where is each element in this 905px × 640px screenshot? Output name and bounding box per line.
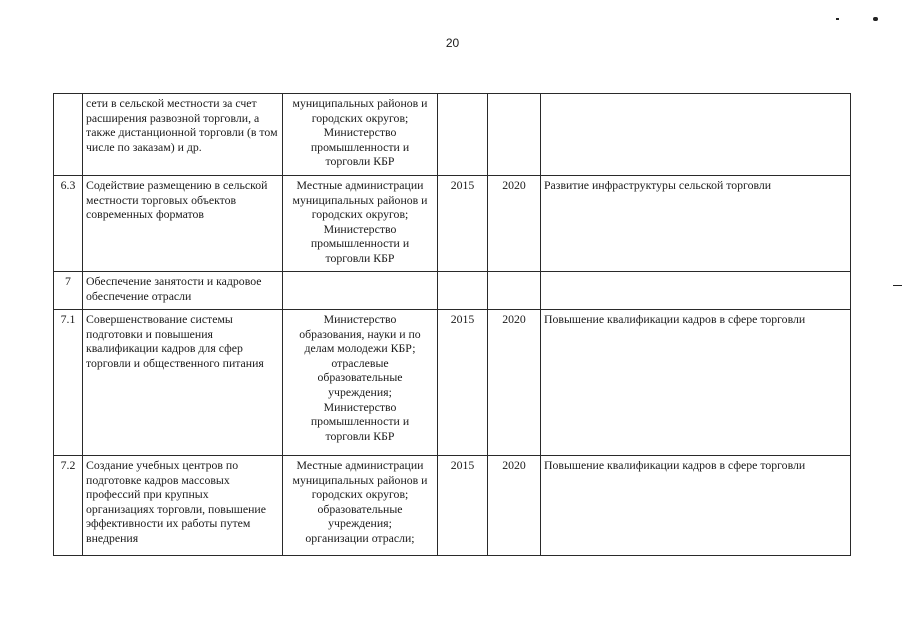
end-year: 2020 [488, 310, 541, 456]
row-number [54, 94, 83, 176]
expected-result: Повышение квалификации кадров в сфере торговли [541, 310, 851, 456]
executors-text [283, 272, 438, 310]
row-number: 7.2 [54, 456, 83, 556]
end-year [488, 94, 541, 176]
measure-text: Содействие размещению в сельской местности торговых объектов современных форматов [83, 176, 283, 272]
start-year: 2015 [438, 456, 488, 556]
executors-text: Министерство образования, науки и по делам молодежи КБР; отраслевые образовательные учреждения; Министерство промышленности и торговли КБР [283, 310, 438, 456]
end-year [488, 272, 541, 310]
expected-result: Развитие инфраструктуры сельской торговли [541, 176, 851, 272]
table-row [54, 456, 851, 556]
scan-mark [873, 17, 878, 21]
expected-result [541, 272, 851, 310]
scan-mark [836, 18, 839, 20]
row-number: 7 [54, 272, 83, 310]
executors-text: Местные администрации муниципальных районов и городских округов; образовательные учреждения; организации отрасли; [283, 456, 438, 556]
row-number: 6.3 [54, 176, 83, 272]
measure-text: Совершенствование системы подготовки и повышения квалификации кадров для сфер торговли и общественного питания [83, 310, 283, 456]
start-year [438, 94, 488, 176]
end-year: 2020 [488, 456, 541, 556]
start-year: 2015 [438, 310, 488, 456]
executors-text: муниципальных районов и городских округов; Министерство промышленности и торговли КБР [283, 94, 438, 176]
start-year [438, 272, 488, 310]
page-number: 20 [445, 36, 460, 50]
end-year: 2020 [488, 176, 541, 272]
executors-text: Местные администрации муниципальных районов и городских округов; Министерство промышленности и торговли КБР [283, 176, 438, 272]
expected-result [541, 94, 851, 176]
table-row [54, 176, 851, 272]
table-row [54, 272, 851, 310]
measure-text: сети в сельской местности за счет расширения развозной торговли, а также дистанционной торговли (в том числе по заказам) и др. [83, 94, 283, 176]
measure-text: Обеспечение занятости и кадровое обеспечение отрасли [83, 272, 283, 310]
row-number: 7.1 [54, 310, 83, 456]
start-year: 2015 [438, 176, 488, 272]
measure-text: Создание учебных центров по подготовке кадров массовых профессий при крупных организациях торговли, повышение эффективности их работы путем внедрения [83, 456, 283, 556]
expected-result: Повышение квалификации кадров в сфере торговли [541, 456, 851, 556]
scan-mark [893, 285, 902, 286]
table-row [54, 94, 851, 176]
measures-table [53, 93, 851, 556]
table-row [54, 310, 851, 456]
